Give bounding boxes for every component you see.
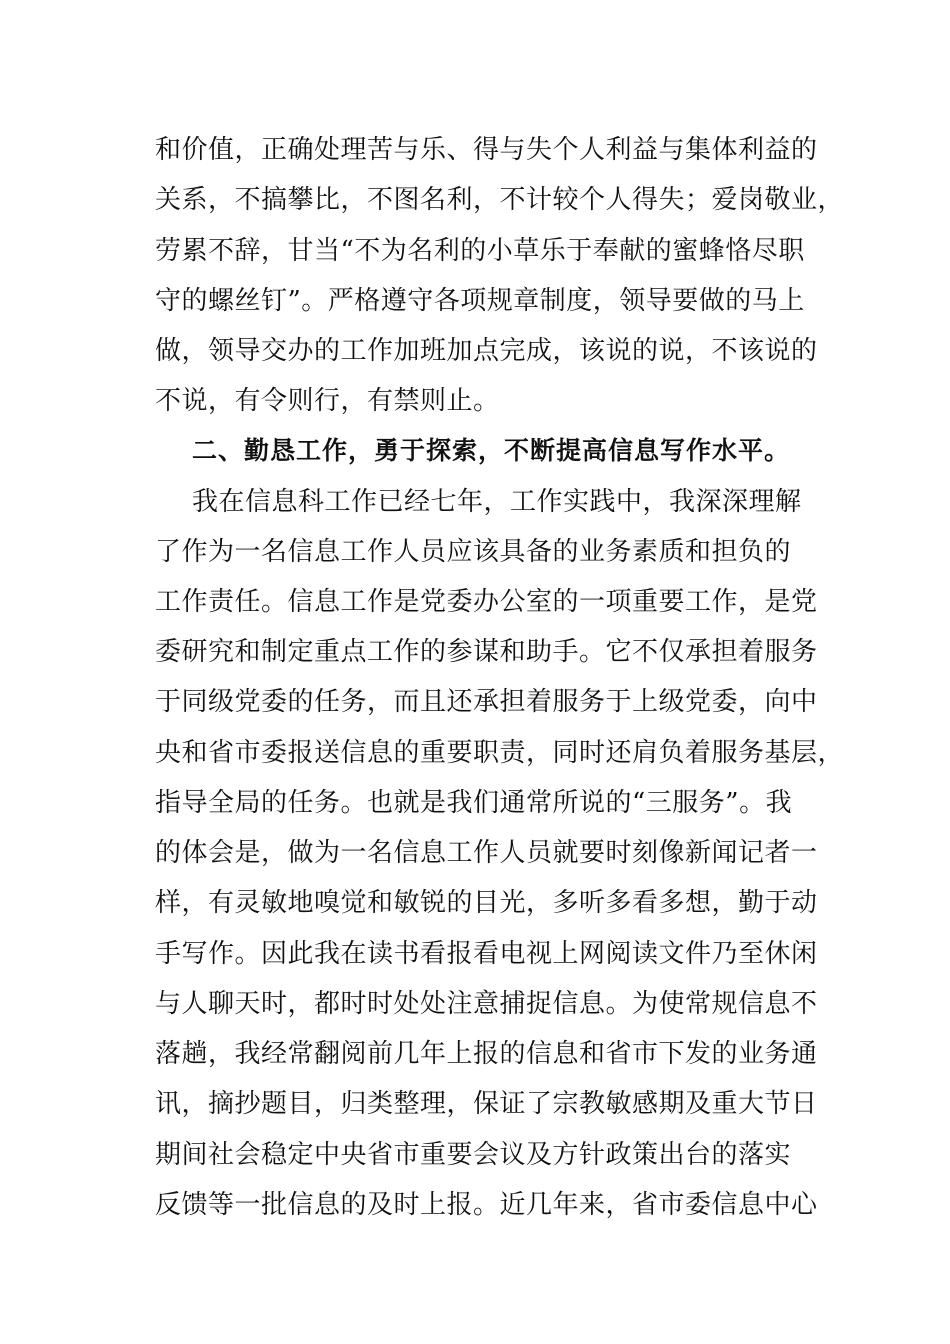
paragraph-first-line: 我在信息科工作已经七年，工作实践中，我深深理解: [192, 487, 802, 517]
body-text-line: 做，领导交办的工作加班加点完成，该说的说，不该说的: [155, 336, 818, 366]
body-text-line: 落趟，我经常翻阅前几年上报的信息和省市下发的业务通: [155, 1039, 818, 1069]
body-text-line: 于同级党委的任务，而且还承担着服务于上级党委，向中: [155, 687, 818, 717]
body-text-line: 期间社会稳定中央省市重要会议及方针政策出台的落实: [155, 1140, 792, 1170]
body-text-line: 和价值，正确处理苦与乐、得与失个人利益与集体利益的: [155, 135, 818, 165]
body-text-line: 央和省市委报送信息的重要职责，同时还肩负着服务基层，: [155, 738, 845, 768]
body-text-line: 不说，有令则行，有禁则止。: [155, 386, 500, 416]
body-text-line: 与人聊天时，都时时处处注意捕捉信息。为使常规信息不: [155, 989, 818, 1019]
body-text-line: 了作为一名信息工作人员应该具备的业务素质和担负的: [155, 537, 792, 567]
body-text-line: 的体会是，做为一名信息工作人员就要时刻像新闻记者一: [155, 838, 818, 868]
body-text-line: 讯，摘抄题目，归类整理，保证了宗教敏感期及重大节日: [155, 1089, 818, 1119]
body-text-line: 劳累不辞，甘当“不为名利的小草乐于奉献的蜜蜂恪尽职: [155, 236, 805, 266]
body-text-line: 关系，不搞攀比，不图名利，不计较个人得失；爱岗敬业，: [155, 185, 845, 215]
body-text-line: 委研究和制定重点工作的参谋和助手。它不仅承担着服务: [155, 637, 818, 667]
body-text-line: 样，有灵敏地嗅觉和敏锐的目光，多听多看多想，勤于动: [155, 888, 818, 918]
body-text-line: 反馈等一批信息的及时上报。近几年来，省市委信息中心: [155, 1190, 818, 1220]
body-text-line: 守的螺丝钉”。严格遵守各项规章制度，领导要做的马上: [155, 286, 805, 316]
body-text-line: 工作责任。信息工作是党委办公室的一项重要工作，是党: [155, 587, 818, 617]
body-text-line: 手写作。因此我在读书看报看电视上网阅读文件乃至休闲: [155, 939, 818, 969]
body-text-line: 指导全局的任务。也就是我们通常所说的“三服务”。我: [155, 788, 793, 818]
section-heading: 二、勤恳工作，勇于探索，不断提高信息写作水平。: [192, 436, 791, 465]
